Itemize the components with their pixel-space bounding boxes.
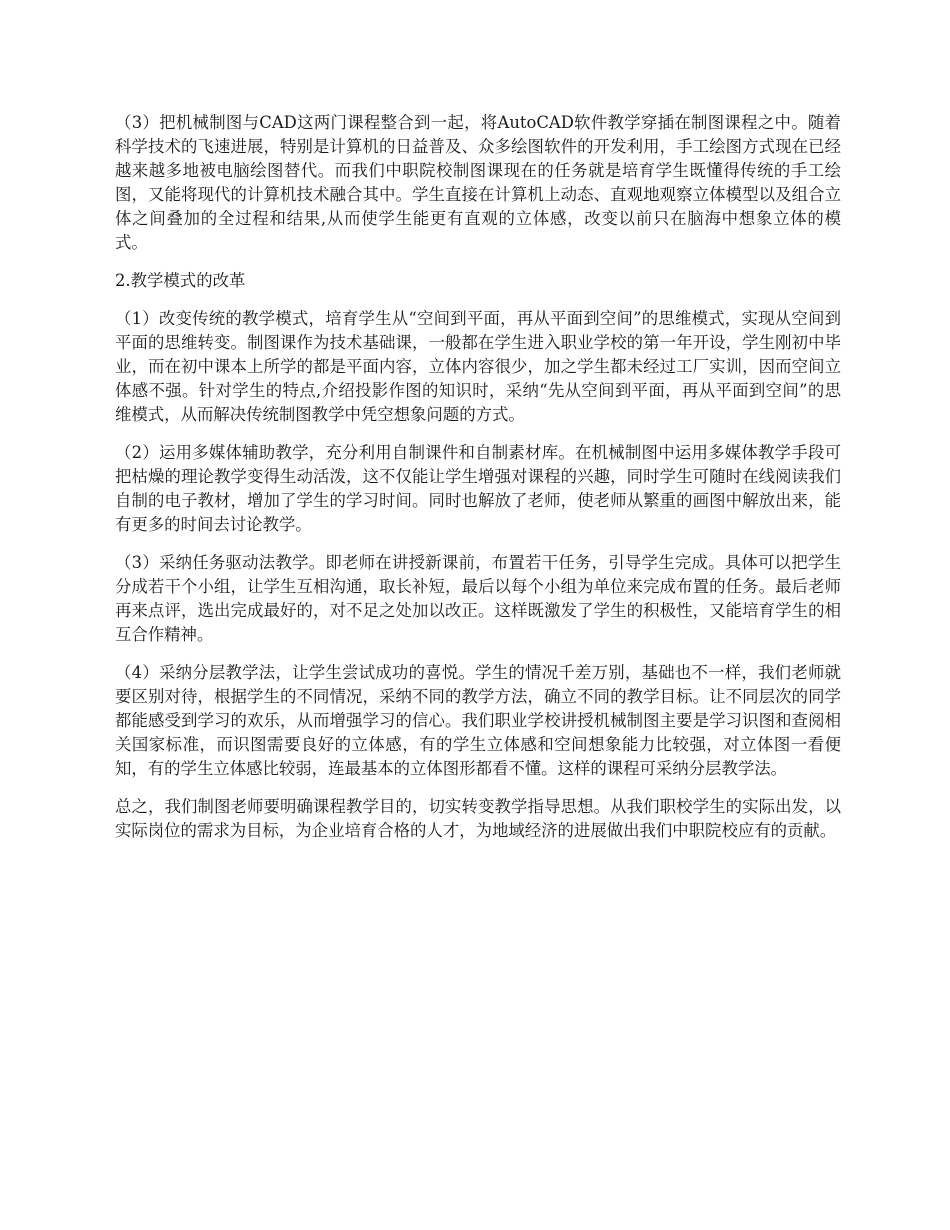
paragraph-cad-integration: （3）把机械制图与CAD这两门课程整合到一起，将AutoCAD软件教学穿插在制图课程之中。随着科学技术的飞速进展，特别是计算机的日益普及、众多绘图软件的开发利用，手工绘图方式现在已经越来越多地被电脑绘图替代。而我们中职院校制图课现在的任务就是培育学生既懂得传统的手工绘图，又能将现代的计算机技术融合其中。学生直接在计算机上动态、直观地观察立体模型以及组合立体之间叠加的全过程和结果,从而使学生能更有直观的立体感，改变以前只在脑海中想象立体的模式。	[115, 113, 841, 252]
document-page	[115, 111, 841, 857]
paragraph-task-driven: （3）采纳任务驱动法教学。即老师在讲授新课前，布置若干任务，引导学生完成。具体可以把学生分成若干个小组，让学生互相沟通，取长补短，最后以每个小组为单位来完成布置的任务。最后老师再来点评，选出完成最好的，对不足之处加以改正。这样既激发了学生的积极性，又能培育学生的相互合作精神。	[115, 553, 841, 644]
paragraph-conclusion: 总之，我们制图老师要明确课程教学目的，切实转变教学指导思想。从我们职校学生的实际出发，以实际岗位的需求为目标，为企业培育合格的人才，为地域经济的进展做出我们中职院校应有的贡献。	[115, 797, 841, 840]
section-heading-teaching-mode-reform: 2.教学模式的改革	[115, 271, 246, 290]
paragraph-layered-teaching: （4）采纳分层教学法，让学生尝试成功的喜悦。学生的情况千差万别，基础也不一样，我们老师就要区别对待，根据学生的不同情况，采纳不同的教学方法，确立不同的教学目标。让不同层次的同学都能感受到学习的欢乐，从而增强学习的信心。我们职业学校讲授机械制图主要是学习识图和查阅相关国家标准，而识图需要良好的立体感，有的学生立体感和空间想象能力比较强，对立体图一看便知，有的学生立体感比较弱，连最基本的立体图形都看不懂。这样的课程可采纳分层教学法。	[115, 663, 841, 778]
paragraph-multimedia: （2）运用多媒体辅助教学，充分利用自制课件和自制素材库。在机械制图中运用多媒体教学手段可把枯燥的理论教学变得生动活泼，这不仅能让学生增强对课程的兴趣，同时学生可随时在线阅读我们自制的电子教材，增加了学生的学习时间。同时也解放了老师，使老师从繁重的画图中解放出来，能有更多的时间去讨论教学。	[115, 443, 841, 534]
paragraph-thinking-mode: （1）改变传统的教学模式，培育学生从“空间到平面，再从平面到空间”的思维模式，实现从空间到平面的思维转变。制图课作为技术基础课，一般都在学生进入职业学校的第一年开设，学生刚初中毕业，而在初中课本上所学的都是平面内容，立体内容很少，加之学生都未经过工厂实训，因而空间立体感不强。针对学生的特点,介绍投影作图的知识时，采纳“先从空间到平面，再从平面到空间”的思维模式，从而解决传统制图教学中凭空想象问题的方式。	[115, 309, 841, 424]
